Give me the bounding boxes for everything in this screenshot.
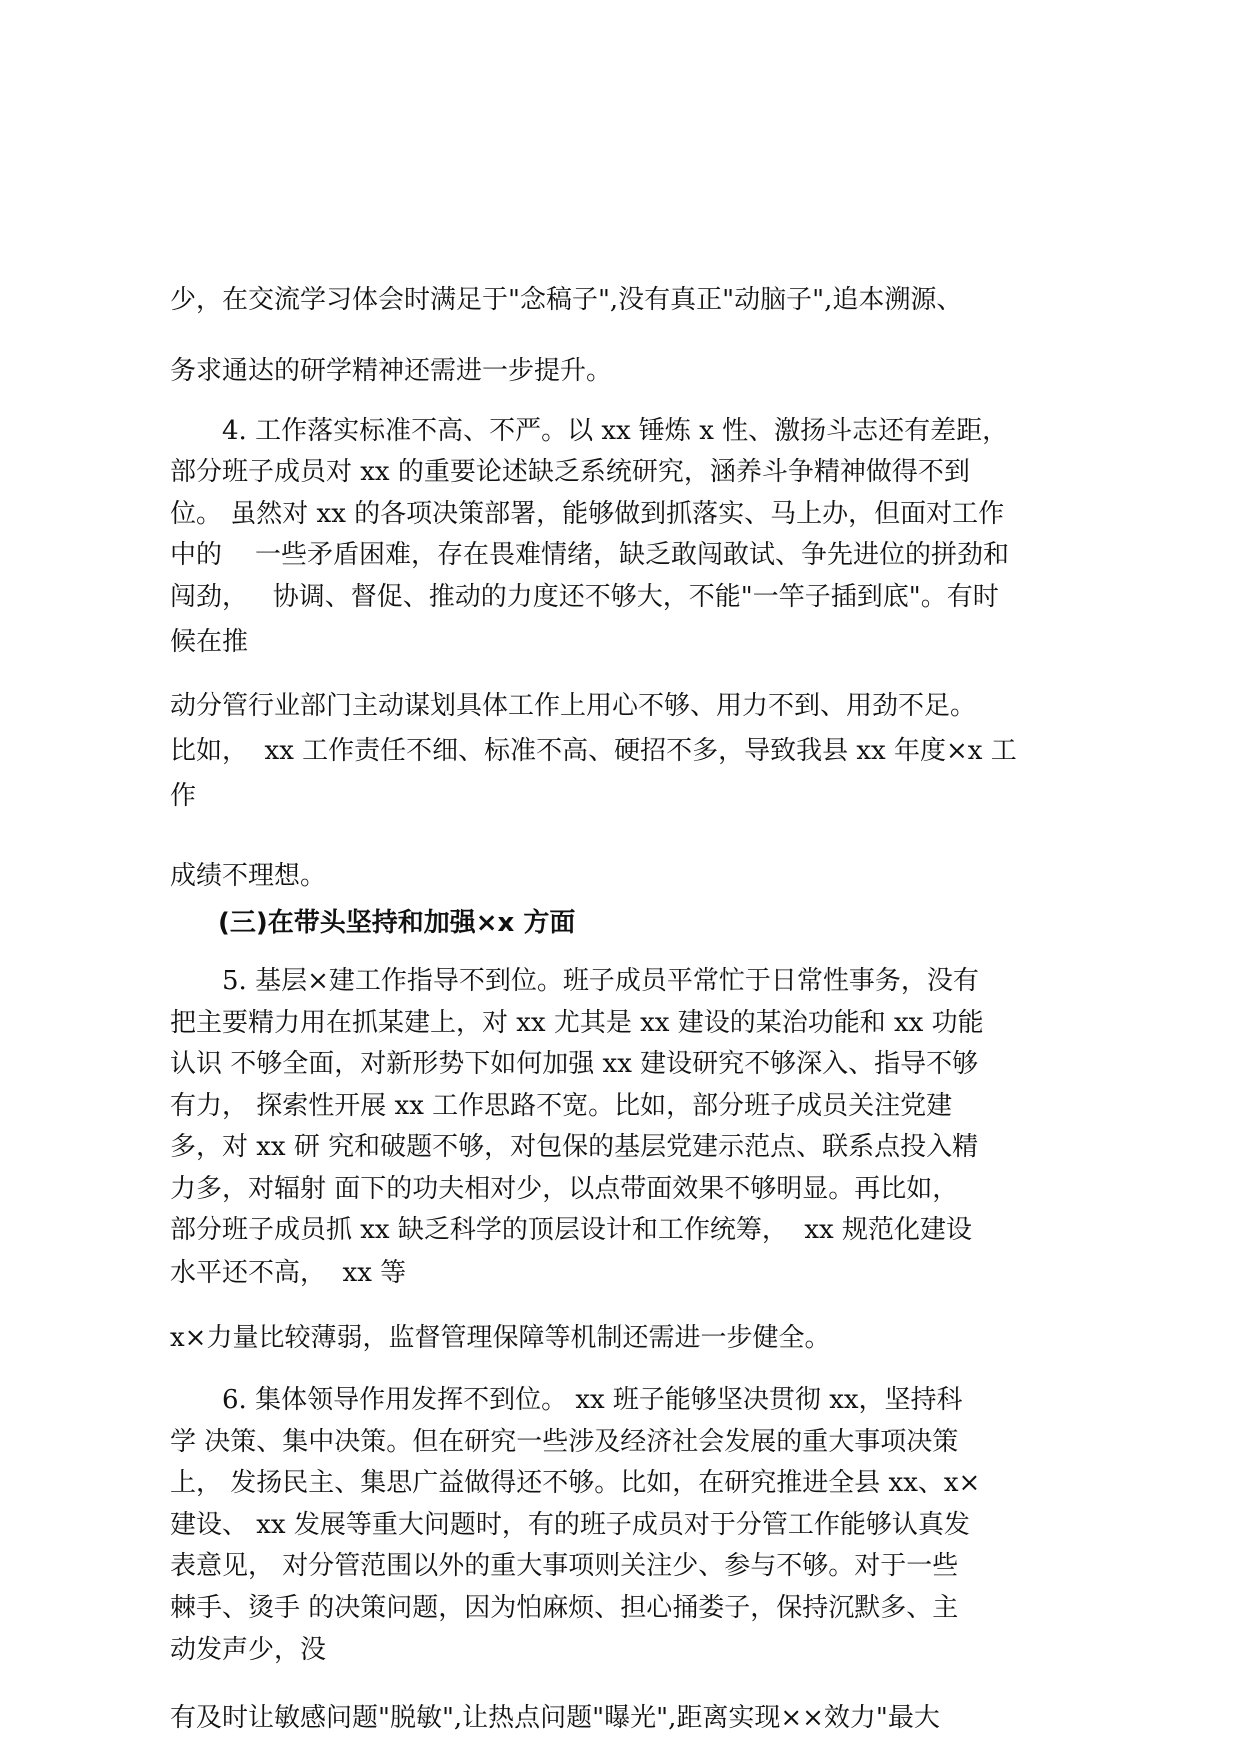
- body-text-line: 部分班子成员抓 xx 缺乏科学的顶层设计和工作统筹， xx 规范化建设: [170, 1215, 972, 1245]
- body-text-line: 学 决策、集中决策。但在研究一些涉及经济社会发展的重大事项决策: [170, 1427, 959, 1457]
- body-text-line: 有及时让敏感问题"脱敏",让热点问题"曝光",距离实现××效力"最大: [170, 1703, 940, 1733]
- body-text-line: 水平还不高， xx 等: [170, 1258, 407, 1288]
- body-text-line: 有力， 探索性开展 xx 工作思路不宽。比如，部分班子成员关注党建: [170, 1091, 953, 1121]
- body-text-line: 位。 虽然对 xx 的各项决策部署，能够做到抓落实、马上办，但面对工作: [170, 499, 1005, 529]
- body-text-line: 比如， xx 工作责任不细、标准不高、硬招不多，导致我县 xx 年度×x 工: [170, 736, 1017, 766]
- body-text-line: 中的 一些矛盾困难，存在畏难情绪，缺乏敢闯敢试、争先进位的拼劲和: [170, 540, 1010, 570]
- body-text-line: 成绩不理想。: [170, 861, 327, 891]
- body-text-line: 把主要精力用在抓某建上，对 xx 尤其是 xx 建设的某治功能和 xx 功能: [170, 1008, 984, 1038]
- body-text-line: 少，在交流学习体会时满足于"念稿子",没有真正"动脑子",追本溯源、: [170, 285, 963, 315]
- body-text-line: 动分管行业部门主动谋划具体工作上用心不够、用力不到、用劲不足。: [170, 691, 977, 721]
- body-text-line: 动发声少，没: [170, 1635, 327, 1665]
- body-text-line: 候在推: [170, 627, 249, 657]
- paragraph-6-start: 6. 集体领导作用发挥不到位。 xx 班子能够坚决贯彻 xx，坚持科: [222, 1385, 963, 1415]
- body-text-line: 上， 发扬民主、集思广益做得还不够。比如，在研究推进全县 xx、x×: [170, 1468, 981, 1498]
- paragraph-4-start: 4. 工作落实标准不高、不严。以 xx 锤炼 x 性、激扬斗志还有差距，: [222, 416, 1009, 446]
- body-text-line: 务求通达的研学精神还需进一步提升。: [170, 356, 613, 386]
- paragraph-5-start: 5. 基层×建工作指导不到位。班子成员平常忙于日常性事务，没有: [222, 966, 979, 996]
- body-text-line: 多，对 xx 研 究和破题不够，对包保的基层党建示范点、联系点投入精: [170, 1132, 979, 1162]
- body-text-line: 闯劲， 协调、督促、推动的力度还不够大，不能"一竿子插到底"。有时: [170, 582, 999, 612]
- body-text-line: 力多，对辐射 面下的功夫相对少，以点带面效果不够明显。再比如，: [170, 1174, 959, 1204]
- body-text-line: 认识 不够全面，对新形势下如何加强 xx 建设研究不够深入、指导不够: [170, 1049, 979, 1079]
- body-text-line: 作: [170, 781, 197, 811]
- body-text-line: 表意见， 对分管范围以外的重大事项则关注少、参与不够。对于一些: [170, 1551, 959, 1581]
- body-text-line: 棘手、烫手 的决策问题，因为怕麻烦、担心捅娄子，保持沉默多、主: [170, 1593, 959, 1623]
- section-heading: (三)在带头坚持和加强×x 方面: [218, 908, 576, 938]
- body-text-line: x×力量比较薄弱，监督管理保障等机制还需进一步健全。: [170, 1323, 831, 1353]
- body-text-line: 部分班子成员对 xx 的重要论述缺乏系统研究，涵养斗争精神做得不到: [170, 457, 970, 487]
- body-text-line: 建设、 xx 发展等重大问题时，有的班子成员对于分管工作能够认真发: [170, 1510, 970, 1540]
